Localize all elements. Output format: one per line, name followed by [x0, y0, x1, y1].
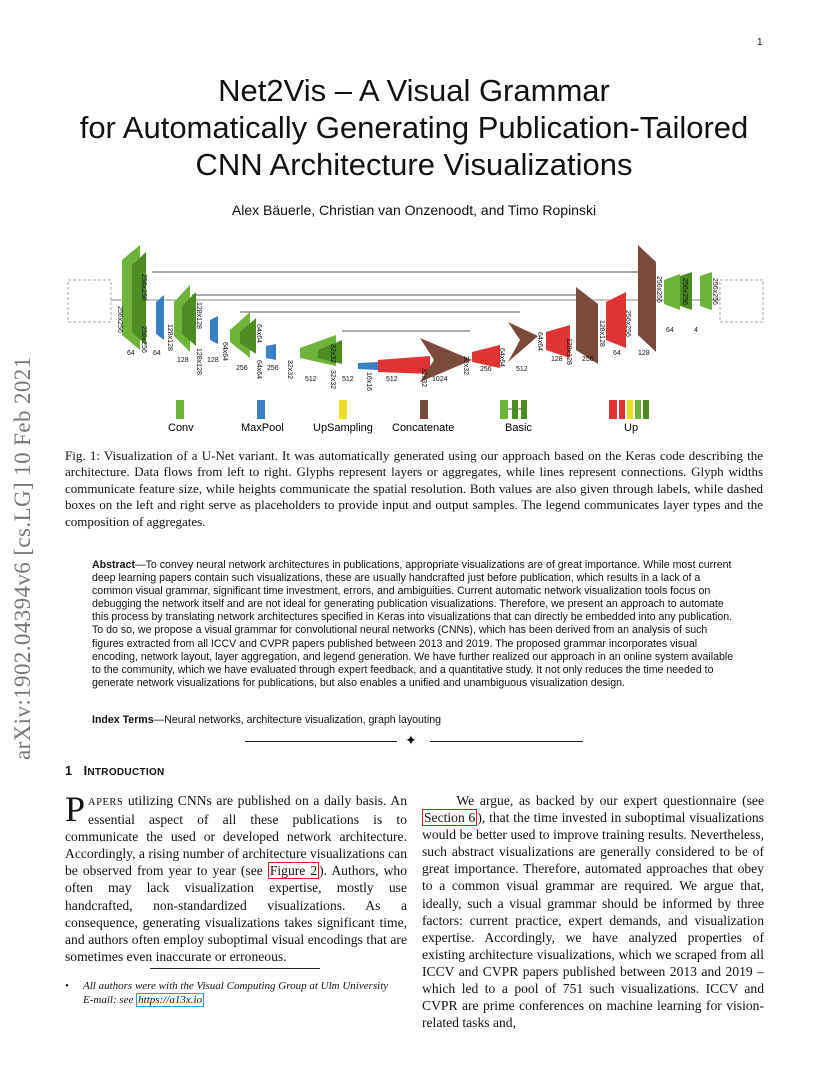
label-l5-h: 64x64 — [221, 342, 228, 362]
label-l17-h: 256x256 — [655, 276, 662, 303]
label-l15-h: 128x128 — [598, 320, 605, 347]
right-text-1: We argue, as backed by our expert questionnaire (see — [456, 793, 764, 808]
concat-glyph-3 — [576, 287, 598, 364]
label-l14-h: 128x128 — [565, 338, 572, 365]
label-l16-h: 256x256 — [624, 310, 631, 337]
section-number: 1 — [65, 764, 73, 778]
legend-maxpool-swatch — [257, 400, 265, 419]
maxpool-glyph-3 — [266, 344, 276, 360]
label-l2-h: 256x256 — [140, 274, 147, 301]
index-terms-text: —Neural networks, architecture visualization, graph layouting — [153, 714, 441, 726]
legend-maxpool-label: MaxPool — [241, 422, 284, 434]
label-l2-b: 256x256 — [140, 326, 147, 353]
smallcaps-word: APERS — [88, 797, 124, 808]
index-terms — [92, 714, 737, 726]
label-l11-h: 32x32 — [462, 356, 469, 376]
section-6-link[interactable]: Section 6 — [424, 810, 476, 826]
section-title-first: I — [83, 764, 88, 778]
abstract — [92, 559, 737, 690]
label-l3-h: 128x128 — [166, 324, 173, 351]
left-text-2: ). Authors, who often may lack visualization expertise, mostly use handcrafted, non-standardized visualizations. As a consequence, generating visualizations takes significant time, and authors often employ suboptimal visual encodings that are sometimes even inaccurate or erroneous. — [65, 863, 407, 964]
section-title-rest: NTRODUCTION — [87, 767, 165, 778]
page-number: 1 — [757, 37, 763, 48]
right-text-2: ), that the time invested in suboptimal visualizations would be better used to improve training results. Nevertheless, such abstract visualizations are generally considered to be of great importance. Therefore, automated approaches that obey to a common visual grammar are required. We argue that, ideally, such a visual grammar should be informed by three factors: current practice, expert demands, and visualization expertise. Accordingly, we have analyzed properties of existing architecture visualizations, which we scraped from all ICCV and CVPR papers published between 2013 and 2019 – which led to a pool of 751 such visualizations. ICCV and CVPR are prime conferences on machine learning for vision-related tasks and, — [422, 810, 764, 1031]
footnote-line-1: All authors were with the Visual Computing Group at Ulm University — [83, 980, 389, 992]
label-l5-c: 256 — [236, 365, 248, 372]
label-l8-b: 32x32 — [329, 370, 336, 390]
left-text-1: utilizing CNNs are published on a daily basis. An essential aspect of all these publications is to communicate the used or developed network architecture. Accordingly, a rising number of architecture visualizations can be observed from year to year (see — [65, 793, 407, 879]
footnote-line-2 — [83, 993, 408, 1007]
maxpool-glyph-1 — [156, 295, 164, 340]
input-placeholder — [68, 280, 111, 322]
abstract-text: —To convey neural network architectures in publications, appropriate visualizations are of great importance. While most current deep learning papers contain such visualizations, these are usually handcrafted just before publication, which results in a lack of a common visual grammar, significant time investment, errors, and ambiguities. Current automatic network visualization tools focus on debugging the network itself and are not ideal for generating publication visualizations. Therefore, we present an approach to automate this process by translating network architectures specified in Keras into visualizations that can directly be embedded into any publication. To do so, we propose a visual grammar for convolutional neural networks (CNNs), which has been derived from an analysis of such figures extracted from all ICCV and CVPR papers published between 2013 and 2019. The proposed grammar incorporates visual encoding, network layout, layer aggregation, and legend generation. We have further realized our approach in an online system available to the community, which we have evaluated through expert feedback, and a quantitative study. It not only reduces the time needed to generate network visualizations for publications, but also enables a unified and unambiguous visualization design. — [92, 559, 734, 689]
label-l12-c: 512 — [516, 366, 528, 373]
dropcap: P — [65, 789, 86, 829]
conv-glyph-12 — [700, 272, 712, 310]
label-l18-h: 256x256 — [681, 278, 688, 305]
label-l4-b: 128x128 — [195, 348, 202, 375]
arxiv-stamp: arXiv:1902.04394v6 [cs.LG] 10 Feb 2021 — [10, 356, 35, 760]
authors: Alex Bäuerle, Christian van Onzenoodt, and Timo Ropinski — [231, 202, 597, 218]
legend-conv-swatch — [176, 400, 184, 419]
legend-up-label: Up — [624, 422, 639, 434]
label-l3-c: 128 — [177, 357, 189, 364]
legend-basic-label: Basic — [505, 422, 532, 434]
label-l7-h: 32x32 — [286, 360, 293, 380]
label-l14-c: 256 — [582, 356, 594, 363]
label-l13-h: 64x64 — [536, 332, 543, 352]
label-l19-h: 256x256 — [711, 278, 718, 305]
label-l8-c: 512 — [342, 376, 354, 383]
label-l18-c: 4 — [694, 327, 698, 334]
left-column-paragraph — [65, 789, 407, 965]
label-l9-c: 512 — [386, 376, 398, 383]
right-column-paragraph — [422, 792, 764, 1031]
index-terms-label: Index Terms — [92, 714, 154, 726]
legend-basic-swatch — [500, 400, 527, 419]
separator-line-right — [430, 741, 583, 742]
conv-glyph-10 — [664, 274, 680, 310]
label-l8-h: 32x32 — [329, 344, 336, 364]
label-l7-c: 512 — [305, 376, 317, 383]
label-l1-h: 256x256 — [116, 306, 123, 333]
label-l4-h: 128x128 — [195, 302, 202, 329]
concat-glyph-2 — [508, 322, 538, 362]
label-l9-h: 16x16 — [365, 372, 372, 392]
paper-title — [0, 72, 828, 183]
label-l2-c: 64 — [153, 350, 161, 357]
label-l17-c: 64 — [666, 327, 674, 334]
label-l13-c: 128 — [551, 356, 563, 363]
unet-figure — [60, 240, 780, 440]
legend-upsampling-swatch — [339, 400, 347, 419]
concat-glyph-4 — [638, 245, 656, 352]
label-l12-h: 64x64 — [498, 348, 505, 368]
label-l6-h: 64x64 — [255, 324, 262, 344]
title-line-3: CNN Architecture Visualizations — [195, 147, 633, 182]
label-l15-c: 64 — [613, 350, 621, 357]
footnote-rule — [150, 968, 320, 969]
separator-line-left — [245, 741, 397, 742]
label-l11-c: 256 — [480, 366, 492, 373]
legend-conv-label: Conv — [168, 422, 194, 434]
legend-concatenate-swatch — [420, 400, 428, 419]
abstract-label: Abstract — [92, 559, 135, 571]
author-website-link[interactable]: https://a13x.io — [138, 994, 203, 1006]
label-l4-c: 128 — [207, 357, 219, 364]
label-l6-b: 64x64 — [255, 360, 262, 380]
footnote-email-prefix: E-mail: see — [83, 994, 137, 1006]
figure-caption: Fig. 1: Visualization of a U-Net variant. It was automatically generated using our approach based on the Keras code describing the architecture. Data flows from left to right. Glyphs represent layers or aggregates, while lines represent connections. Glyph widths communicate feature size, while heights communicate the spatial resolution. Both values are also given through labels, while dashed boxes on the left and right serve as placeholders to provide input and output samples. The legend communicates layer types and the composition of aggregates. — [65, 448, 763, 529]
section-heading — [65, 764, 165, 778]
glyph-labels — [116, 274, 718, 391]
footnote-bullet: • — [65, 980, 69, 992]
separator-diamond-icon: ✦ — [405, 733, 417, 749]
label-l10-h: 32x32 — [420, 368, 427, 388]
legend — [168, 400, 649, 434]
label-l6-c: 256 — [267, 365, 279, 372]
legend-up-swatch — [609, 400, 649, 419]
label-l1-c: 64 — [127, 350, 135, 357]
title-line-2: for Automatically Generating Publication-Tailored — [79, 110, 749, 145]
up-glyph-1 — [472, 345, 500, 368]
title-line-1: Net2Vis – A Visual Grammar — [218, 73, 610, 108]
maxpool-glyph-2 — [210, 316, 218, 344]
label-l10-c: 1024 — [432, 376, 448, 383]
legend-upsampling-label: UpSampling — [313, 422, 373, 434]
legend-concatenate-label: Concatenate — [392, 422, 455, 434]
label-l16-c: 128 — [638, 350, 650, 357]
figure-2-link[interactable]: Figure 2 — [269, 863, 318, 879]
output-placeholder — [720, 280, 763, 322]
maxpool-glyph-4 — [358, 362, 378, 370]
